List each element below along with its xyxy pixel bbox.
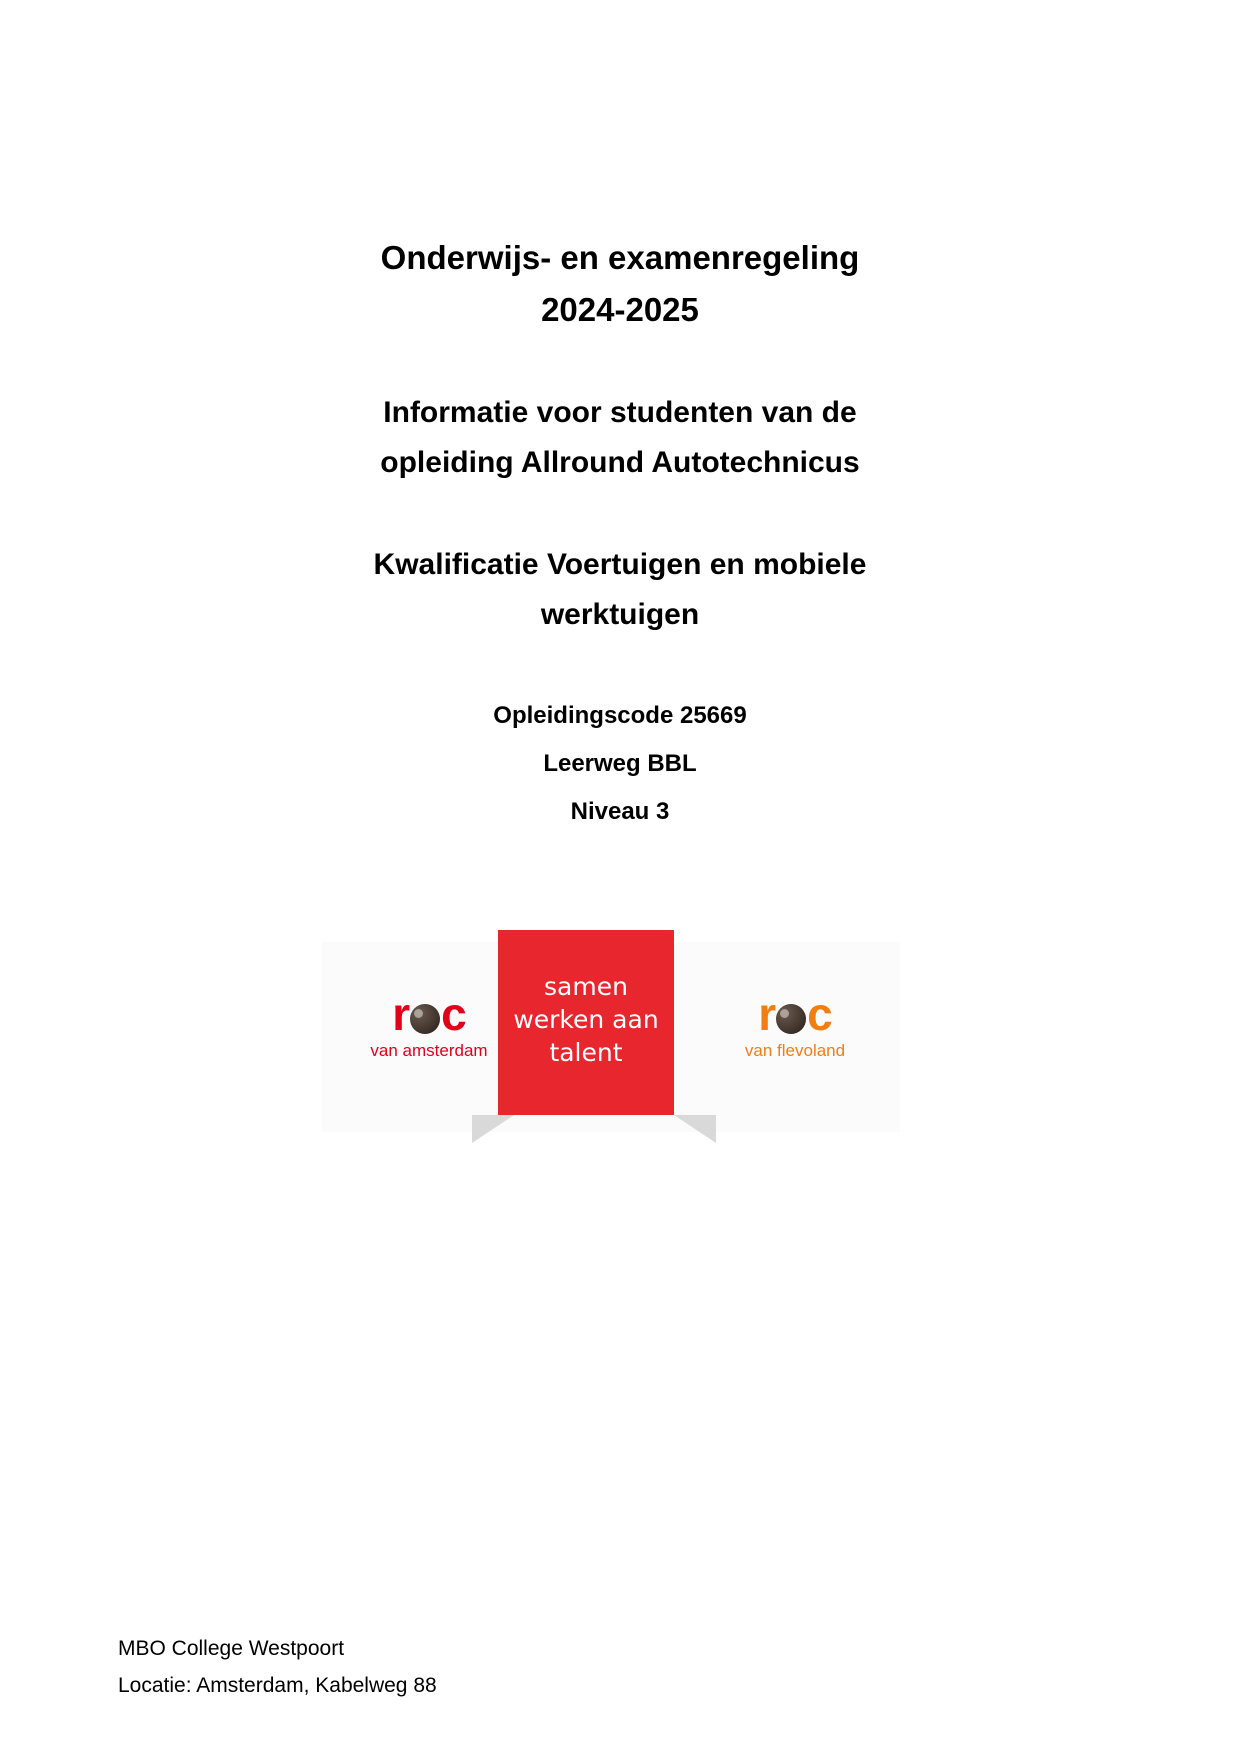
- title-spacer-3: [270, 640, 970, 692]
- opleidingscode-text: Opleidingscode 25669: [493, 702, 747, 729]
- title-spacer-1: [270, 336, 970, 388]
- roc-flevoland-caption: van flevoland: [744, 1041, 846, 1060]
- roc-amsterdam-logo: [354, 990, 504, 1062]
- roc-logo: [322, 942, 900, 1142]
- callout-tail-left-icon: [472, 1115, 514, 1143]
- roc-amsterdam-letter-r: r: [392, 988, 410, 1040]
- leerweg-text: Leerweg BBL: [543, 750, 697, 777]
- slogan-text: [498, 930, 674, 1069]
- callout-tail-right-icon: [674, 1115, 716, 1143]
- roc-flevoland-logo: [720, 990, 870, 1062]
- footer-college-name: MBO College Westpoort: [118, 1637, 345, 1660]
- people-photo-dot-icon: [776, 1004, 806, 1034]
- roc-amsterdam-wordmark: [392, 990, 466, 1038]
- page-title-line-1: Onderwijs- en examenregeling: [380, 239, 860, 276]
- roc-flevoland-letter-r: r: [758, 988, 776, 1040]
- page-footer: [118, 1630, 918, 1704]
- slogan-line-2: werken aan: [513, 1005, 659, 1034]
- niveau-text: Niveau 3: [570, 798, 670, 825]
- subtitle-line-1: Informatie voor studenten van de: [383, 396, 857, 429]
- qualification-line-1: Kwalificatie Voertuigen en mobiele: [373, 548, 867, 581]
- roc-amsterdam-letter-c: c: [441, 988, 466, 1040]
- roc-flevoland-wordmark: [758, 990, 832, 1038]
- title-spacer-2: [270, 488, 970, 540]
- footer-location: Locatie: Amsterdam, Kabelweg 88: [118, 1674, 437, 1697]
- page-title-line-2: 2024-2025: [541, 291, 699, 328]
- roc-amsterdam-caption: van amsterdam: [370, 1041, 488, 1060]
- qualification-line-2: werktuigen: [540, 598, 700, 631]
- slogan-line-1: samen: [544, 972, 628, 1001]
- slogan-callout: [498, 930, 674, 1115]
- subtitle-line-2: opleiding Allround Autotechnicus: [380, 446, 860, 479]
- people-photo-dot-icon: [410, 1004, 440, 1034]
- slogan-line-3: talent: [549, 1038, 623, 1067]
- title-block: [270, 232, 970, 836]
- roc-flevoland-letter-c: c: [807, 988, 832, 1040]
